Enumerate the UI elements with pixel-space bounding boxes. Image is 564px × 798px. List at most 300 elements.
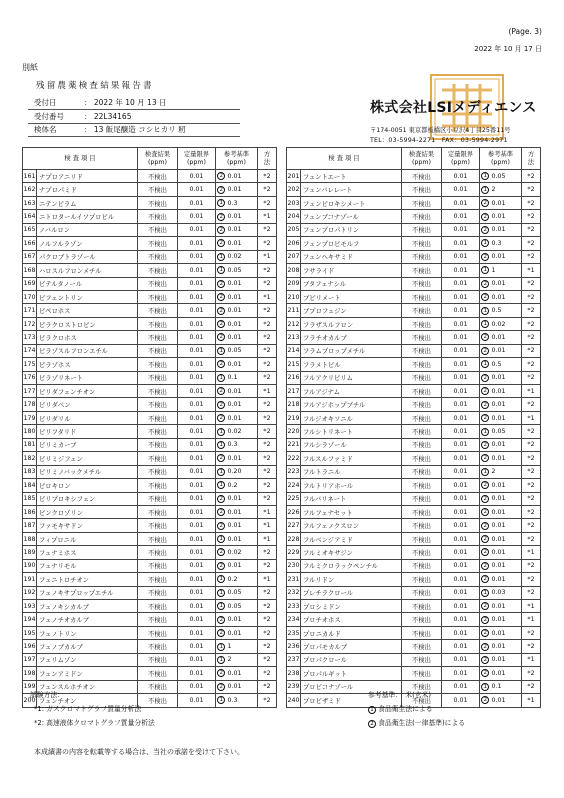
row-number: 237	[287, 653, 301, 666]
quantitation-limit: 0.01	[442, 196, 480, 209]
test-method: *2	[258, 694, 277, 707]
benchmark-value: 0.01	[227, 170, 258, 183]
circled-number: 2	[217, 172, 225, 180]
methods-title: 試験方法：	[30, 691, 64, 699]
sample-info-label: 検体名	[28, 123, 78, 137]
analyte-name: フェノチオカルブ	[37, 613, 138, 626]
analyte-name: フラチオカルブ	[301, 331, 402, 344]
table-row	[287, 385, 541, 398]
analyte-name: フサライド	[301, 264, 402, 277]
method-1: *1: ガスクロマトグラフ質量分析法	[34, 705, 142, 713]
benchmark-basis	[216, 425, 227, 438]
table-row	[287, 398, 541, 411]
row-number: 183	[23, 465, 37, 478]
circled-number: 2	[481, 280, 489, 288]
row-number: 204	[287, 210, 301, 223]
benchmark-basis	[480, 694, 491, 707]
table-row	[23, 385, 277, 398]
result-value: 不検出	[402, 210, 442, 223]
analyte-name: ニテンピラム	[37, 196, 138, 209]
benchmark-basis	[480, 559, 491, 572]
result-value: 不検出	[402, 438, 442, 451]
row-number: 217	[287, 385, 301, 398]
result-value: 不検出	[138, 304, 178, 317]
benchmark-value: 0.02	[227, 250, 258, 263]
quantitation-limit: 0.01	[178, 317, 216, 330]
analyte-name: ブプロフェジン	[301, 304, 402, 317]
benchmark-value: 0.01	[491, 277, 522, 290]
table-row	[23, 317, 277, 330]
analyte-name: フルミクロラックペンチル	[301, 559, 402, 572]
row-number: 228	[287, 532, 301, 545]
test-method: *2	[258, 452, 277, 465]
row-number: 162	[23, 183, 37, 196]
test-method: *2	[522, 250, 541, 263]
table-row	[23, 492, 277, 505]
result-value: 不検出	[138, 210, 178, 223]
benchmark-basis	[216, 277, 227, 290]
result-value: 不検出	[138, 559, 178, 572]
test-method: *1	[522, 546, 541, 559]
benchmark-basis	[480, 680, 491, 693]
benchmark-basis	[216, 479, 227, 492]
quantitation-limit: 0.01	[178, 183, 216, 196]
result-value: 不検出	[402, 519, 442, 532]
benchmark-basis	[216, 331, 227, 344]
analyte-name: フェンプロピモルフ	[301, 237, 402, 250]
quantitation-limit: 0.01	[178, 223, 216, 236]
benchmark-basis	[480, 196, 491, 209]
benchmark-value: 0.01	[491, 196, 522, 209]
test-method: *2	[258, 358, 277, 371]
quantitation-limit: 0.01	[442, 465, 480, 478]
result-value: 不検出	[402, 385, 442, 398]
benchmark-basis	[216, 344, 227, 357]
circled-number: 2	[481, 495, 489, 503]
benchmark-value: 0.1	[491, 680, 522, 693]
analyte-name: フルトリアホール	[301, 479, 402, 492]
test-method: *2	[522, 170, 541, 183]
quantitation-limit: 0.01	[178, 626, 216, 639]
benchmark-basis	[216, 223, 227, 236]
benchmark-value: 1	[227, 640, 258, 653]
circled-number: 1	[481, 266, 489, 274]
analyte-name: プロチオホス	[301, 613, 402, 626]
circled-number: 2	[481, 441, 489, 449]
circled-number: 1	[217, 347, 225, 355]
benchmark-value: 0.3	[227, 438, 258, 451]
test-method: *2	[522, 532, 541, 545]
benchmark-value: 0.1	[227, 371, 258, 384]
row-number: 172	[23, 317, 37, 330]
test-method: *2	[258, 183, 277, 196]
benchmark-value: 0.01	[491, 398, 522, 411]
circled-number: 2	[217, 683, 225, 691]
result-value: 不検出	[138, 317, 178, 330]
analyte-name: ノバルロン	[37, 223, 138, 236]
benchmark-value: 0.05	[491, 425, 522, 438]
result-value: 不検出	[402, 317, 442, 330]
analyte-name: フルバリネート	[301, 492, 402, 505]
quantitation-limit: 0.01	[442, 532, 480, 545]
benchmark-basis	[216, 600, 227, 613]
row-number: 167	[23, 250, 37, 263]
quantitation-limit: 0.01	[178, 640, 216, 653]
quantitation-limit: 0.01	[442, 613, 480, 626]
benchmark-value: 0.01	[491, 371, 522, 384]
table-row	[23, 667, 277, 680]
report-date: 2022 年 10 月 17 日	[474, 45, 542, 53]
test-method: *2	[522, 183, 541, 196]
row-number: 201	[287, 170, 301, 183]
analyte-name: ブタフェナシル	[301, 277, 402, 290]
table-row	[23, 600, 277, 613]
quantitation-limit: 0.01	[178, 573, 216, 586]
analyte-name: プロパクロール	[301, 653, 402, 666]
row-number: 195	[23, 626, 37, 639]
benchmark-basis	[480, 331, 491, 344]
test-method: *2	[258, 371, 277, 384]
benchmark-basis	[216, 183, 227, 196]
row-number: 207	[287, 250, 301, 263]
reproduction-notice: 本成績書の内容を転載等する場合は、当社の承諾を受けて下さい。	[34, 748, 244, 756]
benchmark-basis	[480, 505, 491, 518]
table-row	[23, 465, 277, 478]
test-method: *1	[258, 290, 277, 303]
result-value: 不検出	[402, 532, 442, 545]
row-number: 222	[287, 452, 301, 465]
test-method: *1	[258, 385, 277, 398]
quantitation-limit: 0.01	[178, 250, 216, 263]
circled-number: 1	[368, 706, 376, 714]
quantitation-limit: 0.01	[442, 304, 480, 317]
result-value: 不検出	[402, 546, 442, 559]
benchmark-basis	[216, 694, 227, 707]
test-method: *2	[522, 519, 541, 532]
table-row	[287, 600, 541, 613]
analyte-name: ピラゾスルフロンエチル	[37, 344, 138, 357]
result-value: 不検出	[138, 250, 178, 263]
result-value: 不検出	[138, 358, 178, 371]
quantitation-limit: 0.01	[178, 452, 216, 465]
test-method: *2	[522, 626, 541, 639]
row-number: 180	[23, 425, 37, 438]
quantitation-limit: 0.01	[178, 170, 216, 183]
benchmark-basis	[216, 546, 227, 559]
circled-number: 2	[481, 293, 489, 301]
benchmark-value: 1	[491, 264, 522, 277]
benchmark-basis	[480, 626, 491, 639]
analyte-name: フルシラゾール	[301, 438, 402, 451]
table-row	[23, 277, 277, 290]
circled-number: 2	[481, 347, 489, 355]
benchmark-value: 0.05	[227, 344, 258, 357]
quantitation-limit: 0.01	[442, 492, 480, 505]
row-number: 210	[287, 290, 301, 303]
table-row	[23, 210, 277, 223]
benchmark-value: 0.3	[227, 694, 258, 707]
header-limit: 定量限界 (ppm)	[178, 148, 216, 170]
analyte-name: フラメトピル	[301, 358, 402, 371]
row-number: 230	[287, 559, 301, 572]
result-value: 不検出	[402, 183, 442, 196]
result-value: 不検出	[402, 586, 442, 599]
sample-info-label: 受付番号	[28, 110, 78, 124]
row-number: 220	[287, 425, 301, 438]
header-result: 検査結果 (ppm)	[402, 148, 442, 170]
circled-number: 2	[217, 522, 225, 530]
circled-number: 1	[481, 172, 489, 180]
circled-number: 2	[217, 401, 225, 409]
row-number: 232	[287, 586, 301, 599]
test-method: *2	[522, 452, 541, 465]
sample-info-value: ： 2022 年 10 月 13 日	[78, 96, 240, 110]
test-method: *2	[258, 667, 277, 680]
table-row	[287, 344, 541, 357]
benchmark-basis	[216, 626, 227, 639]
row-number: 209	[287, 277, 301, 290]
benchmark-value: 0.01	[227, 613, 258, 626]
benchmark-value: 0.01	[227, 492, 258, 505]
test-method: *2	[258, 546, 277, 559]
benchmark-value: 0.01	[227, 411, 258, 424]
test-method: *2	[522, 438, 541, 451]
table-row	[23, 479, 277, 492]
result-value: 不検出	[138, 519, 178, 532]
benchmark-value: 0.01	[227, 237, 258, 250]
result-value: 不検出	[402, 425, 442, 438]
result-value: 不検出	[402, 411, 442, 424]
circled-number: 2	[481, 656, 489, 664]
table-row	[23, 331, 277, 344]
quantitation-limit: 0.01	[442, 385, 480, 398]
quantitation-limit: 0.01	[442, 223, 480, 236]
table-row	[287, 358, 541, 371]
benchmark-value: 0.01	[491, 559, 522, 572]
row-number: 212	[287, 317, 301, 330]
table-row	[23, 519, 277, 532]
benchmark-value: 0.01	[491, 613, 522, 626]
result-value: 不検出	[402, 505, 442, 518]
benchmark-basis	[216, 304, 227, 317]
benchmark-basis	[216, 653, 227, 666]
row-number: 197	[23, 653, 37, 666]
test-method: *2	[258, 586, 277, 599]
benchmark-value: 0.05	[227, 600, 258, 613]
test-method: *2	[258, 425, 277, 438]
result-value: 不検出	[138, 264, 178, 277]
benchmark-basis	[480, 277, 491, 290]
result-value: 不検出	[402, 398, 442, 411]
circled-number: 2	[481, 374, 489, 382]
analyte-name: フルスルファミド	[301, 452, 402, 465]
circled-number: 2	[481, 522, 489, 530]
circled-number: 2	[217, 307, 225, 315]
circled-number: 2	[217, 548, 225, 556]
row-number: 192	[23, 586, 37, 599]
analyte-name: フェントエート	[301, 170, 402, 183]
circled-number: 1	[217, 468, 225, 476]
circled-number: 1	[481, 186, 489, 194]
benchmark-value: 0.01	[227, 505, 258, 518]
analyte-name: ブピリメート	[301, 290, 402, 303]
circled-number: 2	[481, 669, 489, 677]
row-number: 199	[23, 680, 37, 693]
benchmark-basis	[216, 358, 227, 371]
quantitation-limit: 0.01	[442, 546, 480, 559]
circled-number: 2	[481, 333, 489, 341]
row-number: 213	[287, 331, 301, 344]
table-row	[287, 573, 541, 586]
quantitation-limit: 0.01	[442, 358, 480, 371]
benchmark-basis	[480, 358, 491, 371]
circled-number: 2	[481, 643, 489, 651]
table-header-row	[23, 148, 277, 170]
benchmark-basis	[480, 264, 491, 277]
analyte-name: フェノキサプロップエチル	[37, 586, 138, 599]
analyte-name: フェンピロキシメート	[301, 196, 402, 209]
circled-number: 1	[217, 589, 225, 597]
row-number: 186	[23, 505, 37, 518]
quantitation-limit: 0.01	[442, 505, 480, 518]
result-value: 不検出	[138, 667, 178, 680]
circled-number: 2	[217, 414, 225, 422]
row-number: 193	[23, 600, 37, 613]
result-value: 不検出	[138, 640, 178, 653]
test-method: *2	[258, 277, 277, 290]
result-value: 不検出	[402, 452, 442, 465]
circled-number: 2	[217, 495, 225, 503]
analyte-name: ハロスルフロンメチル	[37, 264, 138, 277]
row-number: 177	[23, 385, 37, 398]
quantitation-limit: 0.01	[178, 667, 216, 680]
test-method: *2	[522, 304, 541, 317]
benchmark-basis	[216, 586, 227, 599]
quantitation-limit: 0.01	[442, 317, 480, 330]
analyte-name: ピリミカーブ	[37, 438, 138, 451]
test-method: *2	[258, 398, 277, 411]
analyte-name: フェノキシカルブ	[37, 600, 138, 613]
benchmark-basis	[216, 667, 227, 680]
result-value: 不検出	[138, 398, 178, 411]
circled-number: 2	[217, 508, 225, 516]
test-method: *2	[258, 411, 277, 424]
benchmark-basis	[480, 385, 491, 398]
test-method: *2	[258, 344, 277, 357]
benchmark-value: 0.20	[227, 465, 258, 478]
quantitation-limit: 0.01	[178, 653, 216, 666]
result-value: 不検出	[138, 170, 178, 183]
result-value: 不検出	[138, 411, 178, 424]
quantitation-limit: 0.01	[442, 344, 480, 357]
test-method: *2	[522, 586, 541, 599]
analyte-name: ピラクロホス	[37, 331, 138, 344]
quantitation-limit: 0.01	[442, 210, 480, 223]
benchmark-value: 0.01	[227, 290, 258, 303]
benchmark-basis	[480, 667, 491, 680]
quantitation-limit: 0.01	[442, 277, 480, 290]
table-row	[23, 304, 277, 317]
result-value: 不検出	[138, 626, 178, 639]
analyte-name: ピロキロン	[37, 479, 138, 492]
analyte-name: フェニトロチオン	[37, 573, 138, 586]
table-row	[23, 250, 277, 263]
test-method: *2	[258, 438, 277, 451]
quantitation-limit: 0.01	[178, 546, 216, 559]
benchmark-value: 0.01	[491, 694, 522, 707]
row-number: 190	[23, 559, 37, 572]
test-method: *2	[522, 398, 541, 411]
test-method: *2	[258, 492, 277, 505]
table-row	[23, 653, 277, 666]
analyte-name: フェンバレレート	[301, 183, 402, 196]
analyte-name: プロシミドン	[301, 600, 402, 613]
attachment-label: 別紙	[22, 63, 38, 72]
benchmark-basis	[480, 600, 491, 613]
result-value: 不検出	[138, 290, 178, 303]
result-value: 不検出	[138, 465, 178, 478]
benchmark-basis	[216, 452, 227, 465]
result-value: 不検出	[402, 277, 442, 290]
test-method: *1	[258, 250, 277, 263]
circled-number: 2	[217, 629, 225, 637]
page-number: (Page. 3)	[508, 27, 542, 36]
quantitation-limit: 0.01	[442, 452, 480, 465]
row-number: 235	[287, 626, 301, 639]
benchmark-basis	[216, 465, 227, 478]
benchmark-value: 0.01	[491, 532, 522, 545]
table-row	[287, 465, 541, 478]
result-value: 不検出	[402, 264, 442, 277]
sample-info-row	[28, 110, 240, 124]
benchmark-basis	[480, 452, 491, 465]
circled-number: 2	[481, 508, 489, 516]
analyte-name: フルジオキソニル	[301, 411, 402, 424]
test-method: *2	[522, 559, 541, 572]
benchmark-value: 0.01	[491, 385, 522, 398]
row-number: 231	[287, 573, 301, 586]
benchmark-value: 0.01	[491, 223, 522, 236]
circled-number: 2	[481, 616, 489, 624]
benchmark-value: 0.01	[227, 532, 258, 545]
row-number: 233	[287, 600, 301, 613]
result-value: 不検出	[138, 223, 178, 236]
benchmark-basis	[216, 640, 227, 653]
results-table-right	[286, 147, 541, 708]
table-row	[287, 371, 541, 384]
table-row	[287, 170, 541, 183]
analyte-name: フィプロニル	[37, 532, 138, 545]
table-row	[23, 344, 277, 357]
analyte-name: プロニカルド	[301, 626, 402, 639]
test-method: *1	[522, 600, 541, 613]
benchmark-value: 2	[491, 183, 522, 196]
benchmark-value: 0.01	[227, 385, 258, 398]
quantitation-limit: 0.01	[178, 385, 216, 398]
analyte-name: フルトラニル	[301, 465, 402, 478]
benchmark-basis	[216, 680, 227, 693]
table-row	[287, 532, 541, 545]
benchmark-value: 0.01	[227, 210, 258, 223]
row-number: 187	[23, 519, 37, 532]
table-row	[287, 290, 541, 303]
circled-number: 1	[481, 360, 489, 368]
benchmark-basis	[480, 519, 491, 532]
row-number: 189	[23, 546, 37, 559]
test-method: *2	[522, 680, 541, 693]
benchmark-value: 0.01	[227, 183, 258, 196]
benchmark-basis	[480, 586, 491, 599]
